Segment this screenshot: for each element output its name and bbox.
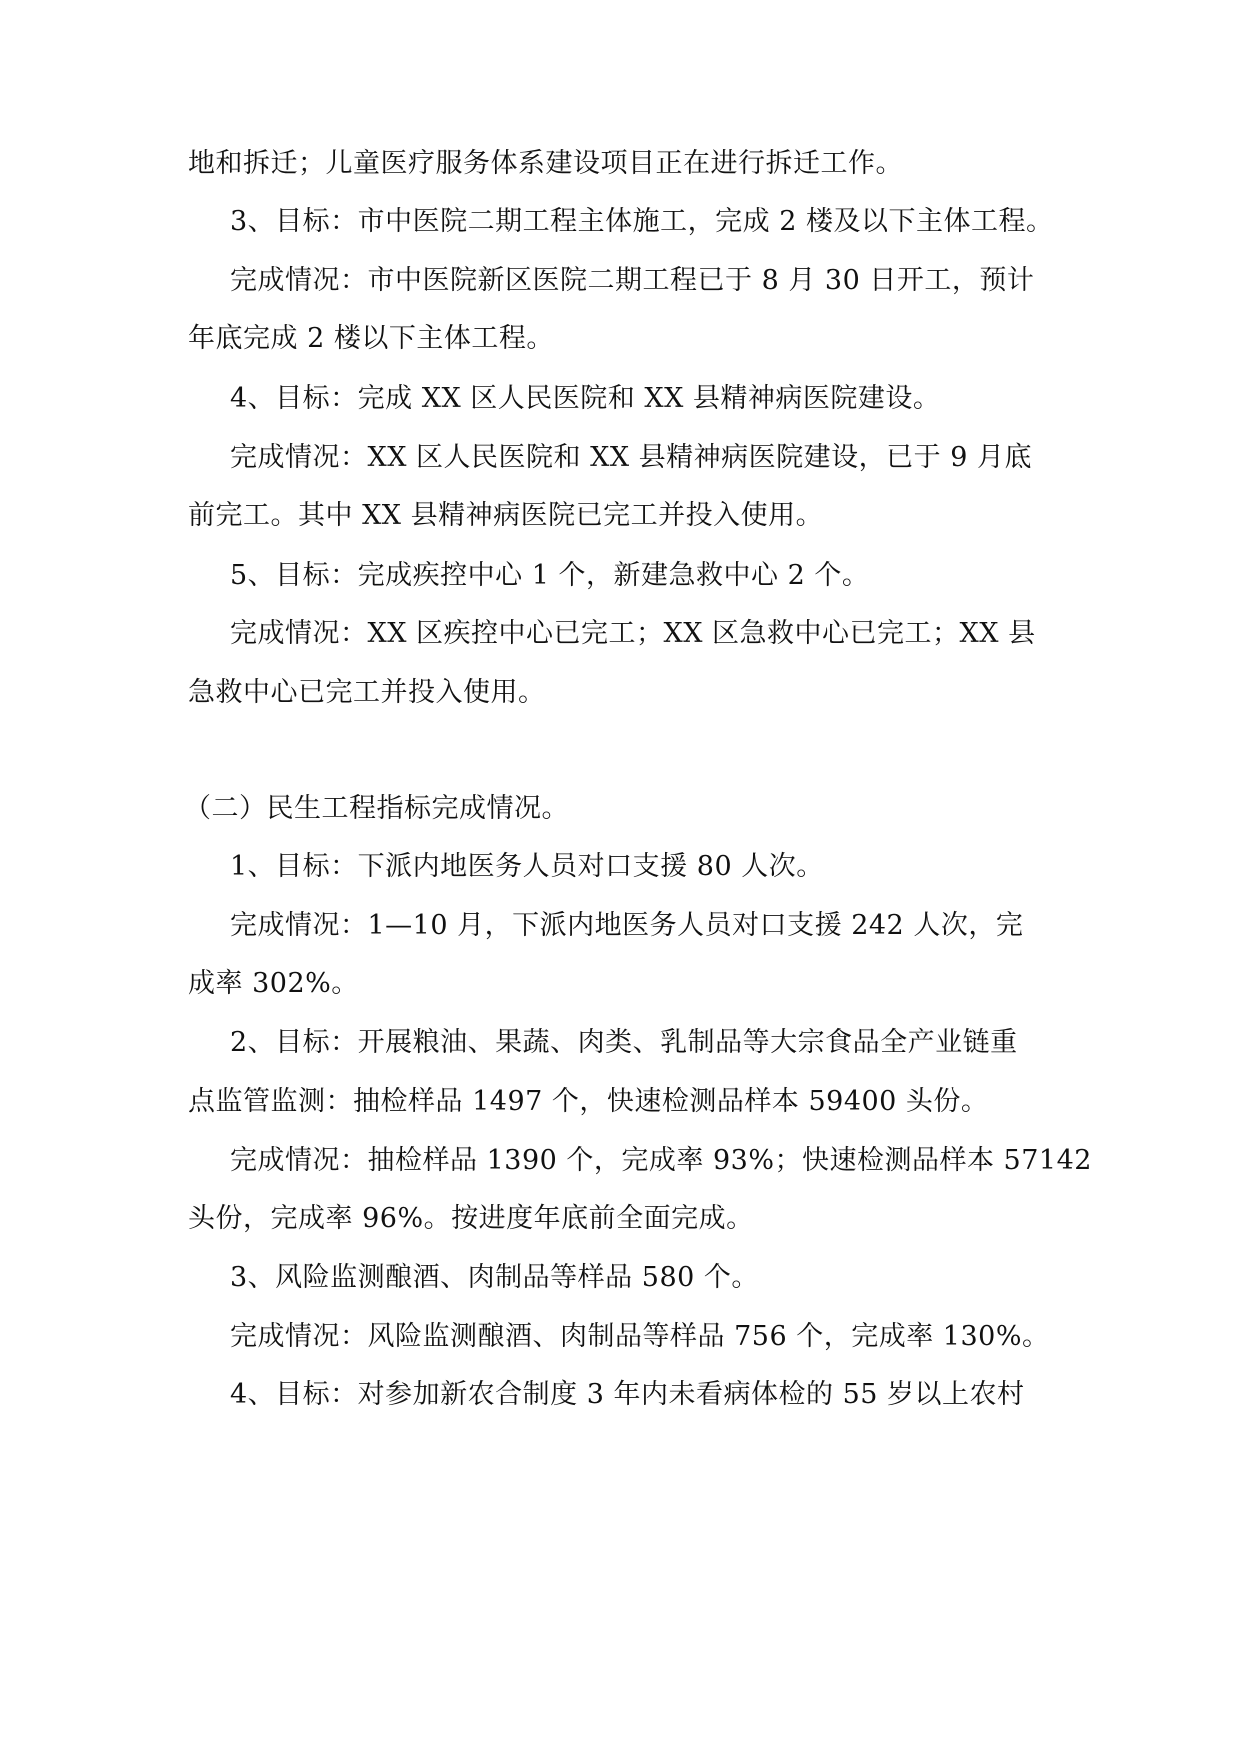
paragraph-line: 完成情况：市中医院新区医院二期工程已于 8 月 30 日开工，预计 [230,265,1035,296]
paragraph-line: 年底完成 2 楼以下主体工程。 [188,323,554,354]
paragraph-line: 急救中心已完工并投入使用。 [188,677,546,708]
paragraph-line: 前完工。其中 XX 县精神病医院已完工并投入使用。 [188,500,824,531]
section-heading: （二）民生工程指标完成情况。 [184,793,569,824]
paragraph-line: 地和拆迁；儿童医疗服务体系建设项目正在进行拆迁工作。 [188,148,903,179]
paragraph-line: 1、目标：下派内地医务人员对口支援 80 人次。 [230,851,824,882]
paragraph-line: 点监管监测：抽检样品 1497 个，快速检测品样本 59400 头份。 [188,1086,989,1117]
paragraph-line: 3、目标：市中医院二期工程主体施工，完成 2 楼及以下主体工程。 [230,206,1054,237]
paragraph-line: 成率 302%。 [188,968,359,999]
paragraph-line: 完成情况：风险监测酿酒、肉制品等样品 756 个，完成率 130%。 [230,1321,1050,1352]
paragraph-line: 头份，完成率 96%。按进度年底前全面完成。 [188,1203,754,1234]
paragraph-line: 完成情况：XX 区人民医院和 XX 县精神病医院建设，已于 9 月底 [230,442,1032,473]
paragraph-line: 完成情况：XX 区疾控中心已完工；XX 区急救中心已完工；XX 县 [230,618,1036,649]
paragraph-line: 完成情况：抽检样品 1390 个，完成率 93%；快速检测品样本 57142 [230,1145,1092,1176]
paragraph-line: 4、目标：对参加新农合制度 3 年内未看病体检的 55 岁以上农村 [230,1379,1025,1410]
paragraph-line: 完成情况：1—10 月，下派内地医务人员对口支援 242 人次，完 [230,910,1024,941]
paragraph-line: 3、风险监测酿酒、肉制品等样品 580 个。 [230,1262,759,1293]
paragraph-line: 5、目标：完成疾控中心 1 个，新建急救中心 2 个。 [230,560,870,591]
paragraph-line: 2、目标：开展粮油、果蔬、肉类、乳制品等大宗食品全产业链重 [230,1027,1018,1058]
paragraph-line: 4、目标：完成 XX 区人民医院和 XX 县精神病医院建设。 [230,383,941,414]
